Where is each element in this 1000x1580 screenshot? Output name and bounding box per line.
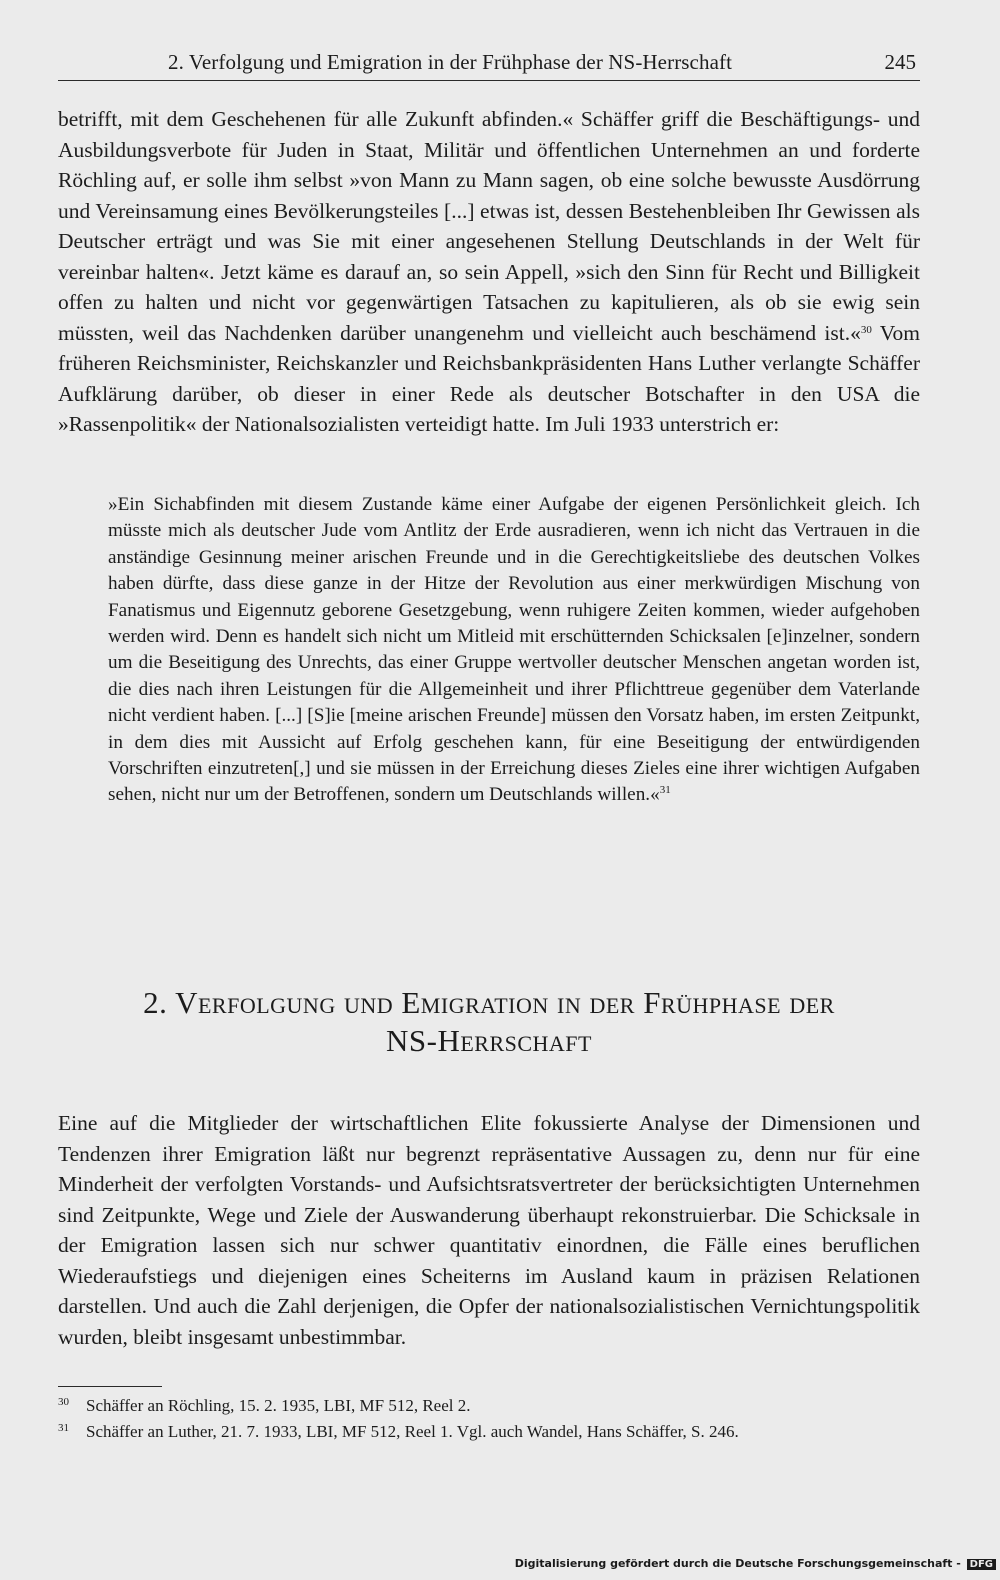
footnote-reference: 31 xyxy=(659,784,671,797)
body-paragraph xyxy=(58,104,920,440)
footnote-text: Schäffer an Röchling, 15. 2. 1935, LBI, MF 512, Reel 2. xyxy=(86,1396,471,1415)
footnote-reference: 30 xyxy=(860,323,872,336)
footnote-number: 30 xyxy=(58,1396,69,1408)
footnote-number: 31 xyxy=(58,1422,69,1434)
block-quote xyxy=(108,492,920,809)
paragraph-text: Vom früheren Reichsminister, Reichskanzler und Reichsbankpräsidenten Hans Luther verlangte Schäffer Aufklärung darüber, ob dieser in einer Rede als deutscher Botschafter in den USA die »Rassenpolitik« der Nationalsozialisten verteidigt hatte. Im Juli 1933 unterstrich er: xyxy=(58,320,921,436)
section-heading-line: NS-Herrschaft xyxy=(386,1023,592,1058)
body-paragraph: Eine auf die Mitglieder der wirtschaftlichen Elite fokussierte Analyse der Dimensionen und Tendenzen ihrer Emigration läßt nur begrenzt repräsentative Aussagen zu, denn nur für eine Minderheit der verfolgten Vorstands- und Aufsichtsratsvertreter der berücksichtigten Unternehmen sind Zeitpunkte, Wege und Ziele der Auswanderung überhaupt rekonstruierbar. Die Schicksale in der Emigration lassen sich nur schwer quantitativ einordnen, die Fälle eines beruflichen Wiederaufstiegs und diejenigen eines Scheiterns im Ausland kaum in präzisen Relationen darstellen. Und auch die Zahl derjenigen, die Opfer der nationalsozialistischen Vernichtungspolitik wurden, bleibt insgesamt unbestimmbar. xyxy=(58,1111,920,1349)
digitization-footer xyxy=(515,1557,996,1570)
running-title: 2. Verfolgung und Emigration in der Frühphase der NS-Herrschaft xyxy=(168,50,733,74)
footnote-text: Schäffer an Luther, 21. 7. 1933, LBI, MF 512, Reel 1. Vgl. auch Wandel, Hans Schäffer, S. 246. xyxy=(86,1422,739,1441)
quote-text: »Ein Sichabfinden mit diesem Zustande käme einer Aufgabe der eigenen Persönlichkeit gleich. Ich müsste mich als deutscher Jude vom Antlitz der Erde ausradieren, wenn ich nicht das Vertrauen in die anständige Gesinnung meiner arischen Freunde und in die Gerechtigkeitsliebe des deutschen Volkes haben dürfte, dass diese ganze in der Hitze der Revolution aus einer merkwürdigen Mischung von Fanatismus und Eigennutz geborene Gesetzgebung, wenn ruhigere Zeiten kommen, wieder aufgehoben werden wird. Denn es handelt sich nicht um Mitleid mit erschütternden Schicksalen [e]inzelner, sondern um die Beseitigung des Unrechts, das einer Gruppe wertvoller deutscher Menschen angetan worden ist, die dies nach ihren Leistungen für die Allgemeinheit und ihrer Pflichttreue gegenüber dem Vaterlande nicht verdient haben. [...] [S]ie [meine arischen Freunde] müssen den Vorsatz haben, im ersten Zeitpunkt, in dem dies mit Aussicht auf Erfolg geschehen kann, für eine Beseitigung der entwürdigenden Vorschriften einzutreten[,] und sie müssen in der Erreichung dieses Zieles eine ihrer wichtigen Aufgaben sehen, nicht nur um der Betroffenen, sondern um Deutschlands willen.« xyxy=(108,494,920,806)
page-number: 245 xyxy=(884,50,916,74)
dfg-logo-icon: DFG xyxy=(967,1559,996,1570)
digitization-note: Digitalisierung gefördert durch die Deutsche Forschungsgemeinschaft - xyxy=(514,1557,961,1570)
footnote-divider xyxy=(58,1386,162,1387)
footnote xyxy=(58,1421,920,1443)
paragraph-text: betrifft, mit dem Geschehenen für alle Zukunft abfinden.« Schäffer griff die Beschäftigungs- und Ausbildungsverbote für Juden in Staat, Militär und öffentlichen Unternehmen an und forderte Röchling auf, er solle ihm selbst »von Mann zu Mann sagen, ob eine solche bewusste Ausdörrung und Vereinsamung eines Bevölkerungsteiles [...] etwas ist, dessen Bestehenbleiben Ihr Gewissen als Deutscher erträgt und was Sie mit einer angesehenen Stellung Deutschlands in der Welt für vereinbar halten«. Jetzt käme es darauf an, so sein Appell, »sich den Sinn für Recht und Billigkeit offen zu halten und nicht vor gegenwärtigen Tatsachen zu kapitulieren, als ob sie ewig sein müssten, weil das Nachdenken darüber unangenehm und vielleicht auch beschämend ist.« xyxy=(58,107,920,345)
section-heading xyxy=(58,984,920,1060)
footnote xyxy=(58,1395,920,1417)
running-header xyxy=(58,46,920,81)
section-heading-line: 2. Verfolgung und Emigration in der Frühphase der xyxy=(143,985,835,1020)
